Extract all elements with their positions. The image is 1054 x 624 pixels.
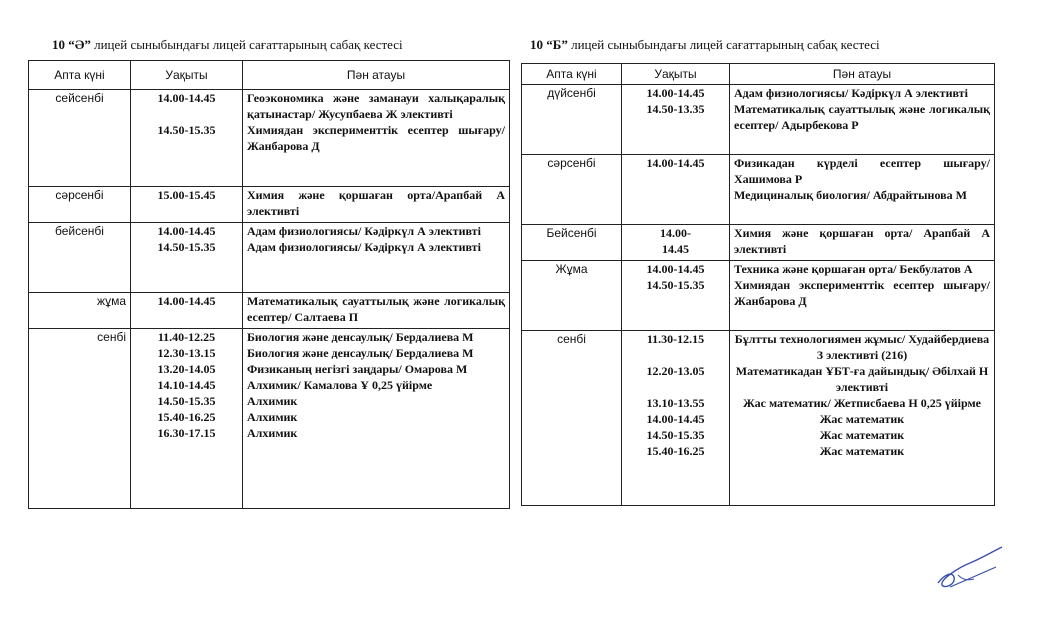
header-day: Апта күні [522,64,622,85]
subject-cell: Химия және қоршаған орта/ Арапбай А элективті [730,225,995,261]
subject-cell: Биология және денсаулық/ Бердалиева М Биология және денсаулық/ Бердалиева М Физиканың негізгі заңдары/ Омарова М Алхимик/ Камалова Ұ 0,25 үйірме Алхимик Алхимик Алхимик [243,329,510,509]
day-cell: сейсенбі [29,90,131,187]
time-cell: 14.00-14.45 14.50-15.35 [131,223,243,293]
signature-image [930,545,1010,595]
day-cell: сенбі [522,331,622,506]
header-row [522,64,995,85]
time-cell: 14.00-14.45 [131,293,243,329]
day-cell: сәрсенбі [522,155,622,225]
subject-cell: Техника және қоршаған орта/ Бекбулатов А Химиядан эксперименттік есептер шығару/ Жанбарова Д [730,261,995,331]
table-row [29,187,510,223]
day-cell: сәрсенбі [29,187,131,223]
time-cell: 14.00- 14.45 [622,225,730,261]
table-row [522,225,995,261]
subject-cell: Геоэкономика және заманауи халықаралық қатынастар/ Жусупбаева Ж элективті Химиядан эксперименттік есептер шығару/ Жанбарова Д [243,90,510,187]
table-row [522,261,995,331]
subject-cell: Адам физиологиясы/ Кәдіркүл А элективті Математикалық сауаттылық және логикалық есептер/ Адырбекова Р [730,85,995,155]
table-row [29,90,510,187]
title-class-10b: 10 “Б” лицей сыныбындағы лицей сағаттарының сабақ кестесі [530,37,880,52]
day-cell: жұма [29,293,131,329]
table-row [29,293,510,329]
header-day: Апта күні [29,61,131,90]
subject-cell: Бұлтты технологиямен жұмыс/ Худайбердиева З элективті (216) Математикадан ҰБТ-ға дайындық/ Әбілхай Н элективті Жас математик/ Жетписбаева Н 0,25 үйірме Жас математик Жас математик Жас математик [730,331,995,506]
time-cell: 14.00-14.45 [622,155,730,225]
schedule-table-10a [28,60,510,509]
title-class-10a: 10 “Ә” лицей сыныбындағы лицей сағаттарының сабақ кестесі [52,37,403,52]
time-cell: 11.30-12.15 12.20-13.05 13.10-13.55 14.00-14.45 14.50-15.35 15.40-16.25 [622,331,730,506]
day-cell: Бейсенбі [522,225,622,261]
subject-cell: Химия және қоршаған орта/Арапбай А элективті [243,187,510,223]
day-cell: Жұма [522,261,622,331]
subject-cell: Адам физиологиясы/ Кәдіркүл А элективті Адам физиологиясы/ Кәдіркүл А элективті [243,223,510,293]
time-cell: 15.00-15.45 [131,187,243,223]
schedule-table-10b [521,63,995,506]
header-subject: Пән атауы [730,64,995,85]
time-cell: 14.00-14.45 14.50-15.35 [131,90,243,187]
day-cell: дүйсенбі [522,85,622,155]
subject-cell: Математикалық сауаттылық және логикалық есептер/ Салтаева П [243,293,510,329]
subject-cell: Физикадан күрделі есептер шығару/ Хашимова Р Медициналық биология/ Абдрайтынова М [730,155,995,225]
header-time: Уақыты [131,61,243,90]
table-row [29,223,510,293]
table-row [522,155,995,225]
header-time: Уақыты [622,64,730,85]
header-row [29,61,510,90]
header-subject: Пән атауы [243,61,510,90]
day-cell: сенбі [29,329,131,509]
day-cell: бейсенбі [29,223,131,293]
table-row [29,329,510,509]
time-cell: 14.00-14.45 14.50-13.35 [622,85,730,155]
time-cell: 11.40-12.25 12.30-13.15 13.20-14.05 14.10-14.45 14.50-15.35 15.40-16.25 16.30-17.15 [131,329,243,509]
table-row [522,331,995,506]
table-row [522,85,995,155]
time-cell: 14.00-14.45 14.50-15.35 [622,261,730,331]
